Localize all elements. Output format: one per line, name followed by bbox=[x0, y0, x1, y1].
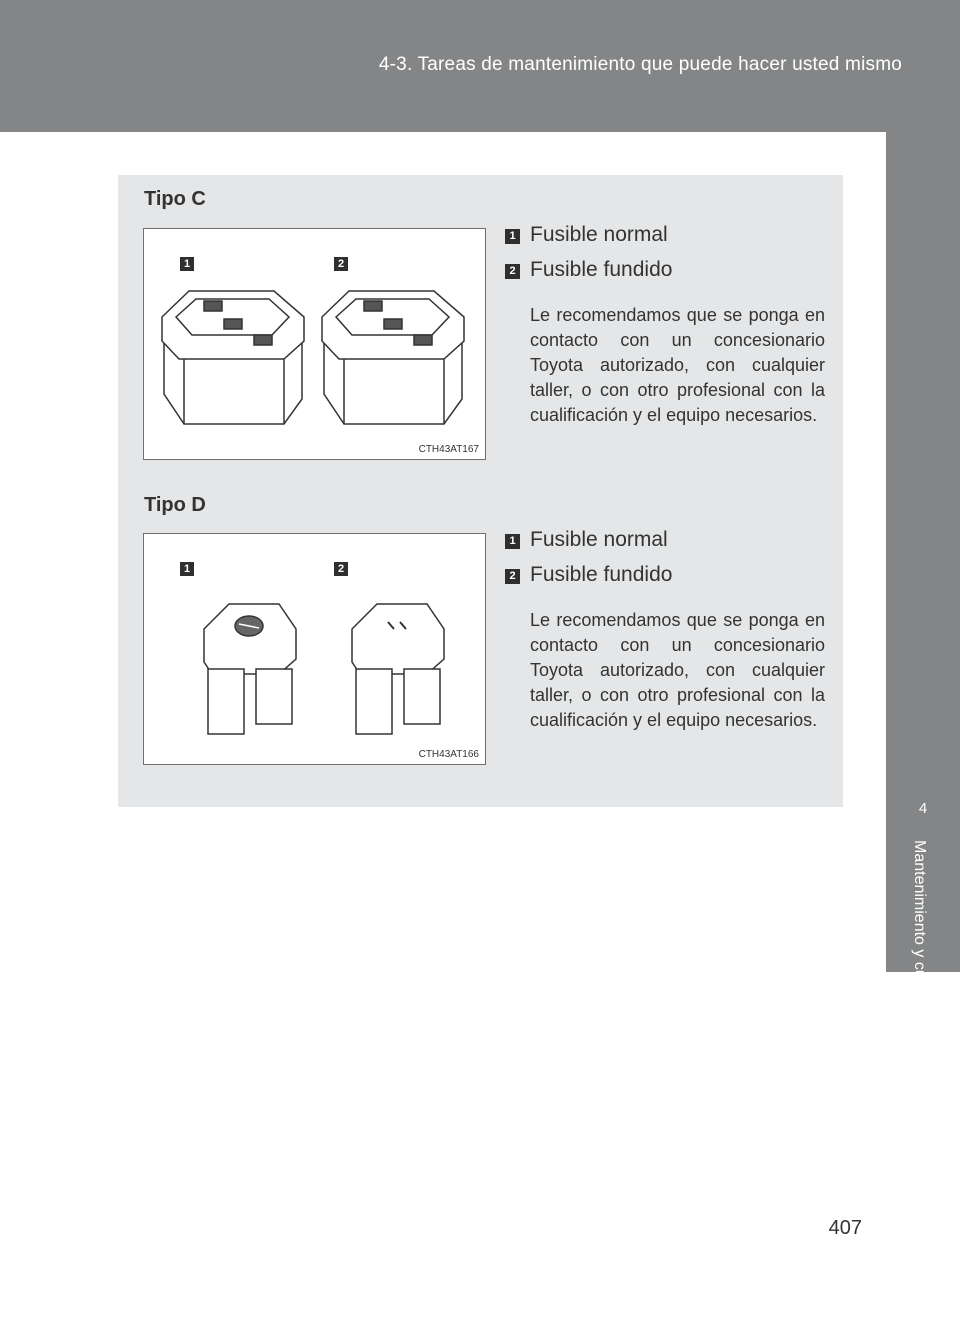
figure-code: CTH43AT166 bbox=[418, 749, 479, 760]
fuse-c-blown bbox=[322, 291, 464, 424]
legend-label: Fusible fundido bbox=[530, 258, 673, 281]
fuse-d-illustration bbox=[144, 534, 485, 764]
legend-tipo-d bbox=[505, 528, 825, 733]
fuse-c-illustration bbox=[144, 229, 485, 459]
note-text: Le recomendamos que se ponga en contacto con un concesionario Toyota autorizado, con cualquier taller, o con otro profesional con la cualificación y el equipo necesarios. bbox=[530, 305, 825, 425]
legend-badge: 1 bbox=[505, 229, 520, 244]
chapter-label: Mantenimiento y cuidados bbox=[911, 840, 928, 1026]
fuse-c-normal bbox=[162, 291, 304, 424]
chapter-number: 4 bbox=[918, 800, 928, 817]
legend-label: Fusible normal bbox=[530, 223, 668, 246]
legend-item bbox=[505, 563, 825, 598]
figure-c-badge-1: 1 bbox=[180, 257, 194, 271]
figure-tipo-d bbox=[143, 533, 486, 765]
section-title-tipo-c: Tipo C bbox=[144, 188, 206, 210]
legend-item bbox=[505, 528, 825, 563]
legend-item bbox=[505, 258, 825, 293]
figure-code: CTH43AT167 bbox=[418, 444, 479, 455]
figure-c-badge-2: 2 bbox=[334, 257, 348, 271]
legend-tipo-c bbox=[505, 223, 825, 428]
figure-d-badge-2: 2 bbox=[334, 562, 348, 576]
page-number: 407 bbox=[828, 1217, 862, 1239]
header-title: 4-3. Tareas de mantenimiento que puede hacer usted mismo bbox=[378, 54, 902, 75]
legend-item bbox=[505, 223, 825, 258]
page-header bbox=[0, 0, 960, 132]
legend-label: Fusible fundido bbox=[530, 563, 673, 586]
fuse-d-normal bbox=[204, 604, 296, 734]
fuse-d-blown bbox=[352, 604, 444, 734]
figure-tipo-c bbox=[143, 228, 486, 460]
figure-d-badge-1: 1 bbox=[180, 562, 194, 576]
legend-badge: 2 bbox=[505, 264, 520, 279]
legend-label: Fusible normal bbox=[530, 528, 668, 551]
legend-badge: 1 bbox=[505, 534, 520, 549]
legend-badge: 2 bbox=[505, 569, 520, 584]
section-title-tipo-d: Tipo D bbox=[144, 494, 206, 516]
chapter-side-tab bbox=[886, 132, 960, 1026]
note-text: Le recomendamos que se ponga en contacto con un concesionario Toyota autorizado, con cualquier taller, o con otro profesional con la cualificación y el equipo necesarios. bbox=[530, 610, 825, 730]
